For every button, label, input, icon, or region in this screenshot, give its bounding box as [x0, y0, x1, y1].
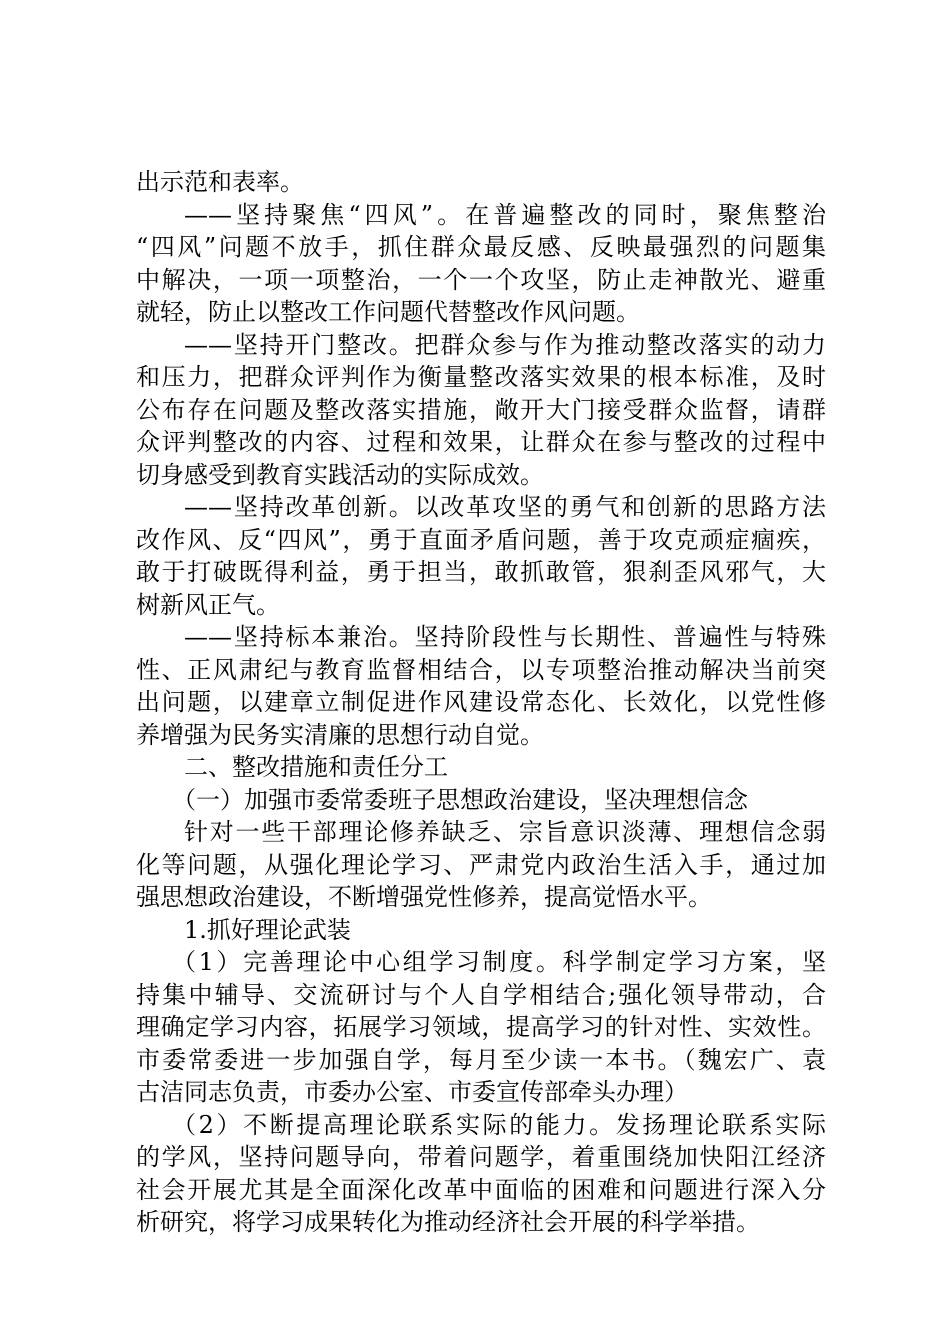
text-line: 1.抓好理论武装 — [184, 915, 351, 944]
text-line: ——坚持开门整改。把群众参与作为推动整改落实的动力 — [184, 330, 826, 359]
text-line: 二、整改措施和责任分工 — [184, 753, 448, 781]
text-line: 社会开展尤其是全面深化改革中面临的困难和问题进行深入分 — [136, 1175, 826, 1204]
text-line: 持集中辅导、交流研讨与个人自学相结合;强化领导带动，合 — [136, 980, 826, 1009]
text-line: 就轻，防止以整改工作问题代替整改作风问题。 — [136, 298, 640, 326]
text-line: 和压力，把群众评判作为衡量整改落实效果的根本标准，及时 — [136, 363, 826, 391]
text-line: 众评判整改的内容、过程和效果，让群众在参与整改的过程中 — [136, 428, 826, 456]
text-line: 敢于打破既得利益，勇于担当，敢抓敢管，狠刹歪风邪气，大 — [136, 558, 826, 586]
text-line: 的学风，坚持问题导向，带着问题学，着重围绕加快阳江经济 — [136, 1143, 826, 1171]
text-line: 出问题，以建章立制促进作风建设常态化、长效化，以党性修 — [136, 688, 826, 716]
text-line: 市委常委进一步加强自学，每月至少读一本书。（魏宏广、袁 — [136, 1045, 826, 1074]
text-line: ——坚持聚焦“四风”。在普遍整改的同时，聚焦整治 — [184, 200, 826, 229]
text-line: 化等问题，从强化理论学习、严肃党内政治生活入手，通过加 — [136, 850, 826, 879]
text-line: 性、正风肃纪与教育监督相结合，以专项整治推动解决当前突 — [136, 655, 826, 684]
text-line: “四风”问题不放手，抓住群众最反感、反映最强烈的问题集 — [136, 233, 826, 261]
text-line: （1）完善理论中心组学习制度。科学制定学习方案，坚 — [172, 948, 826, 976]
text-line: ——坚持改革创新。以改革攻坚的勇气和创新的思路方法 — [184, 493, 826, 521]
text-line: 树新风正气。 — [136, 590, 280, 619]
text-line: 古洁同志负责，市委办公室、市委宣传部牵头办理） — [136, 1078, 688, 1106]
text-line: 改作风、反“四风”，勇于直面矛盾问题，善于攻克顽症痼疾， — [136, 525, 826, 554]
text-line: ——坚持标本兼治。坚持阶段性与长期性、普遍性与特殊 — [184, 623, 826, 651]
text-line: 理确定学习内容，拓展学习领域，提高学习的针对性、实效性。 — [136, 1013, 826, 1041]
document-body — [136, 166, 826, 1239]
text-line: 析研究，将学习成果转化为推动经济社会开展的科学举措。 — [136, 1208, 760, 1236]
text-line: 中解决，一项一项整治，一个一个攻坚，防止走神散光、避重 — [136, 265, 826, 294]
text-line: 强思想政治建设，不断增强党性修养，提高觉悟水平。 — [136, 883, 712, 911]
text-line: 养增强为民务实清廉的思想行动自觉。 — [136, 720, 544, 749]
text-line: 切身感受到教育实践活动的实际成效。 — [136, 460, 544, 489]
text-line: 出示范和表率。 — [136, 168, 304, 196]
text-line: 针对一些干部理论修养缺乏、宗旨意识淡薄、理想信念弱 — [184, 818, 826, 846]
text-line: （一）加强市委常委班子思想政治建设，坚决理想信念 — [172, 785, 748, 814]
text-line: （2）不断提高理论联系实际的能力。发扬理论联系实际 — [172, 1110, 826, 1139]
text-line: 公布存在问题及整改落实措施，敞开大门接受群众监督，请群 — [136, 395, 826, 424]
